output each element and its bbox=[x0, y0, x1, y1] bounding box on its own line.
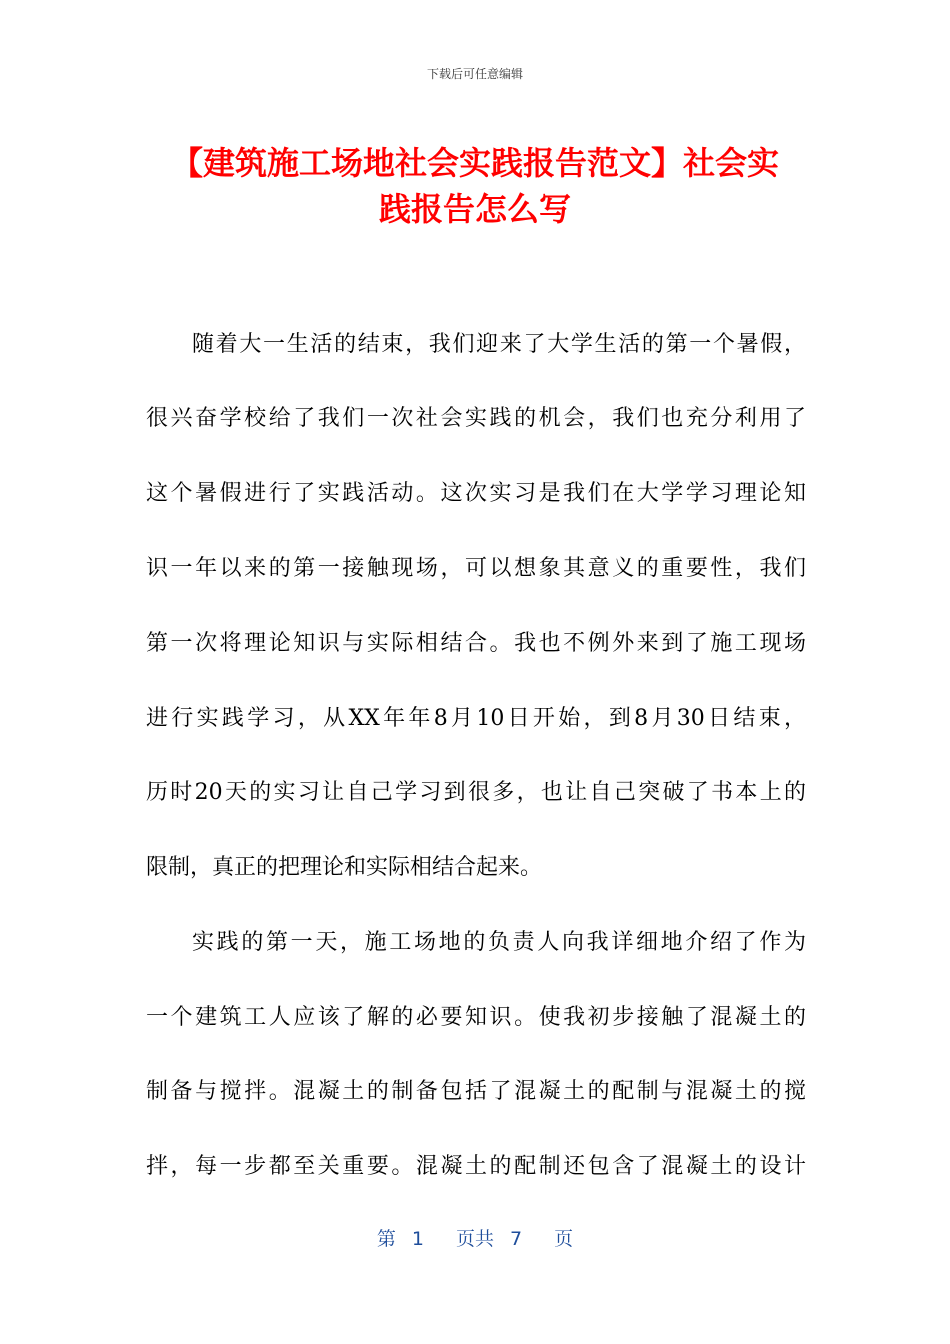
document-title bbox=[140, 140, 810, 232]
footer-middle: 页共 bbox=[455, 1228, 494, 1250]
header-note: 下载后可任意编辑 bbox=[426, 67, 523, 81]
paragraph-2-line-2: 一个建筑工人应该了解的必要知识。使我初步接触了混凝土的 bbox=[146, 1005, 806, 1030]
paragraph-1-line-6: 进行实践学习，从XX年年8月10日开始，到8月30日结束， bbox=[146, 706, 806, 731]
paragraph-1-line-8: 限制，真正的把理论和实际相结合起来。 bbox=[146, 855, 543, 880]
paragraph-2-line-3: 制备与搅拌。混凝土的制备包括了混凝土的配制与混凝土的搅 bbox=[146, 1079, 806, 1104]
footer-page-number: 1 bbox=[411, 1228, 424, 1250]
paragraph-1-line-3: 这个暑假进行了实践活动。这次实习是我们在大学学习理论知 bbox=[146, 481, 806, 506]
title-line-2: 践报告怎么写 bbox=[378, 190, 571, 228]
paragraph-1-line-5: 第一次将理论知识与实际相结合。我也不例外来到了施工现场 bbox=[146, 631, 806, 656]
footer-suffix: 页 bbox=[554, 1228, 574, 1250]
paragraph-1-line-7: 历时20天的实习让自己学习到很多，也让自己突破了书本上的 bbox=[146, 780, 806, 805]
paragraph-1-line-4: 识一年以来的第一接触现场，可以想象其意义的重要性，我们 bbox=[146, 556, 806, 581]
paragraph-1-line-1: 随着大一生活的结束，我们迎来了大学生活的第一个暑假， bbox=[192, 332, 806, 357]
paragraph-2-line-1: 实践的第一天，施工场地的负责人向我详细地介绍了作为 bbox=[192, 930, 806, 955]
page-footer bbox=[0, 1226, 950, 1252]
paragraph-2-line-4: 拌，每一步都至关重要。混凝土的配制还包含了混凝土的设计 bbox=[146, 1154, 806, 1179]
paragraph-1-line-2: 很兴奋学校给了我们一次社会实践的机会，我们也充分利用了 bbox=[146, 406, 806, 431]
footer-total-pages: 7 bbox=[510, 1228, 523, 1250]
title-line-1: 【建筑施工场地社会实践报告范文】社会实 bbox=[170, 144, 779, 182]
footer-prefix: 第 bbox=[376, 1228, 396, 1250]
